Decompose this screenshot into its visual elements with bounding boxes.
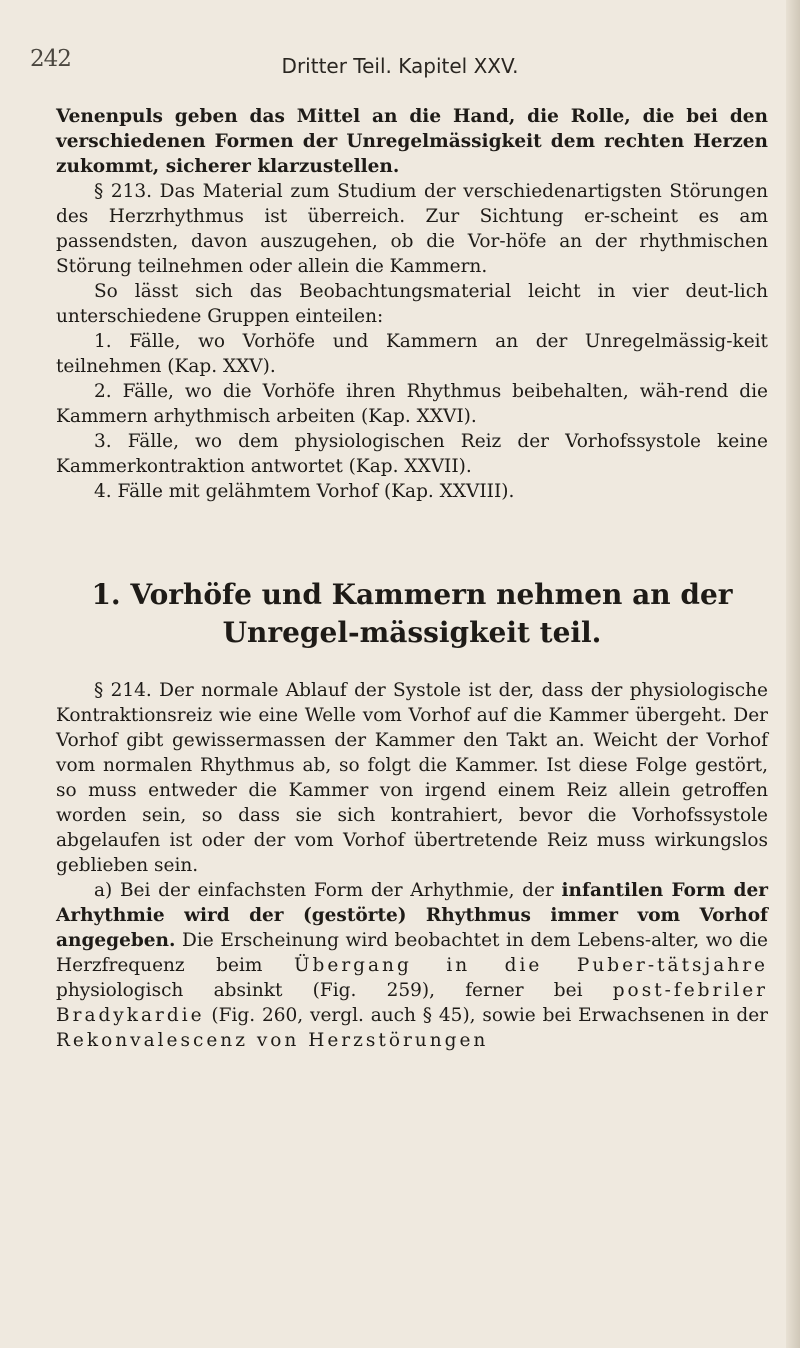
paragraph-a-text-1: a) Bei der einfachsten Form der Arhythmie, der	[94, 880, 562, 901]
list-item-2: 2. Fälle, wo die Vorhöfe ihren Rhythmus beibehalten, wäh-rend die Kammern arhythmisch arbeiten (Kap. XXVI).	[56, 381, 768, 427]
spaced-term-rekonvalescenz: Rekonvalescenz von Herzstörungen	[56, 1030, 489, 1051]
paragraph-214: § 214. Der normale Ablauf der Systole ist der, dass der physiologische Kontraktionsreiz wie eine Welle vom Vorhof auf die Kammer übergeht. Der Vorhof gibt gewissermassen der Kammer den Takt an. Weicht der Vorhof vom normalen Rhythmus ab, so folgt die Kammer. Ist diese Folge gestört, so muss entweder die Kammer von irgend einem Reiz allein getroffen worden sein, so dass sie sich kontrahiert, bevor die Vorhofssystole abgelaufen ist oder der vom Vorhof übertretende Reiz muss wirkungslos geblieben sein.	[56, 680, 768, 876]
paragraph-a-text-4: (Fig. 260, vergl. auch § 45), sowie bei Erwachsenen in der	[204, 1005, 768, 1026]
list-item-4: 4. Fälle mit gelähmtem Vorhof (Kap. XXVIII).	[94, 481, 515, 502]
spaced-term-bradykardie: post-febriler Bradykardie	[56, 980, 768, 1026]
page-content	[56, 104, 768, 1053]
page-header	[30, 46, 770, 80]
page-number: 242	[30, 46, 71, 72]
paragraph-a-bold: infantilen Form der Arhythmie wird der (gestörte) Rhythmus immer vom Vorhof angegeben.	[56, 880, 768, 951]
running-title: Dritter Teil. Kapitel XXV.	[281, 54, 519, 78]
list-item-1: 1. Fälle, wo Vorhöfe und Kammern an der Unregelmässig-keit teilnehmen (Kap. XXV).	[56, 331, 768, 377]
spaced-term-pubertaet: Übergang in die Puber-tätsjahre	[293, 955, 768, 976]
paragraph-a-text-2: Die Erscheinung wird beobachtet in dem Lebens-alter, wo die Herzfrequenz beim	[56, 930, 768, 976]
section-heading: 1. Vorhöfe und Kammern nehmen an der Unregel-mässigkeit teil.	[91, 578, 733, 649]
list-item-3: 3. Fälle, wo dem physiologischen Reiz der Vorhofssystole keine Kammerkontraktion antwortet (Kap. XXVII).	[56, 431, 768, 477]
paragraph-venenpuls: Venenpuls geben das Mittel an die Hand, die Rolle, die bei den verschiedenen Formen der Unregelmässigkeit dem rechten Herzen zukommt, sicherer klarzustellen.	[56, 106, 768, 177]
paragraph-a	[56, 878, 768, 1053]
page-edge	[786, 0, 800, 1348]
paragraph-a-text-3: physiologisch absinkt (Fig. 259), ferner bei	[56, 980, 613, 1001]
paragraph-gruppen: So lässt sich das Beobachtungsmaterial leicht in vier deut-lich unterschiedene Gruppen einteilen:	[56, 281, 768, 327]
paragraph-213: § 213. Das Material zum Studium der verschiedenartigsten Störungen des Herzrhythmus ist überreich. Zur Sichtung er-scheint es am passendsten, davon auszugehen, ob die Vor-höfe an der rhythmischen Störung teilnehmen oder allein die Kammern.	[56, 181, 768, 277]
